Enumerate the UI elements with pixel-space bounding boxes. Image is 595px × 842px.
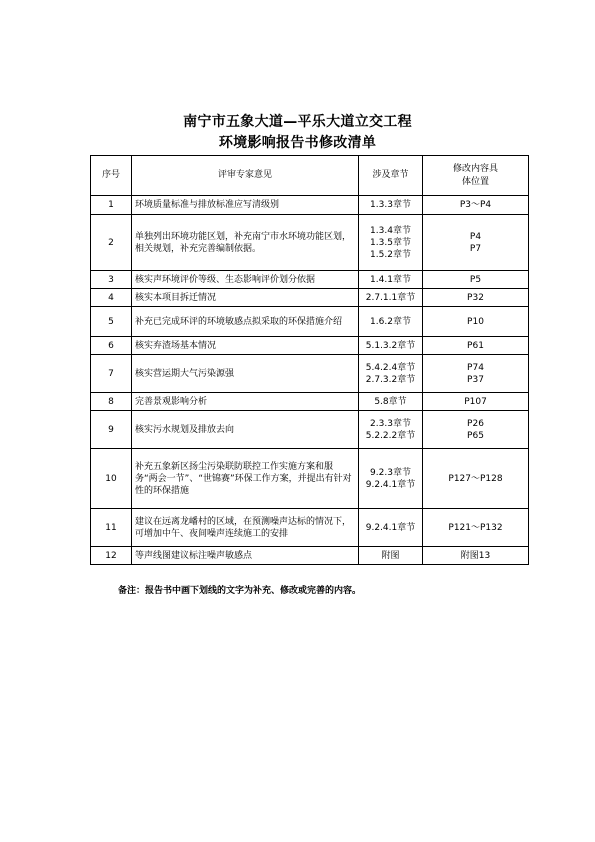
document-subtitle: 环境影响报告书修改清单 (218, 135, 377, 151)
chapter-ref: 5.8章节 (374, 396, 407, 407)
expert-opinion: 补充五象新区扬尘污染联防联控工作实施方案和服务“两会一节”、“世锦赛”环保工作方案，并提出有针对性的环保措施 (132, 449, 359, 509)
table-row (91, 411, 529, 449)
row-number: 1 (91, 196, 132, 215)
header-chapter: 涉及章节 (359, 156, 423, 196)
row-number: 2 (91, 215, 132, 271)
chapter-cell (359, 289, 423, 307)
row-number: 9 (91, 411, 132, 449)
expert-opinion: 补充已完成环评的环境敏感点拟采取的环保措施介绍 (132, 307, 359, 337)
table-row (91, 355, 529, 393)
page-ref: P74 (467, 362, 484, 373)
row-number: 3 (91, 271, 132, 289)
chapter-ref: 9.2.4.1章节 (365, 522, 416, 533)
page-ref: P32 (467, 292, 484, 303)
chapter-ref: 1.3.3章节 (370, 200, 411, 210)
header-page-line2: 体位置 (461, 176, 489, 187)
page-cell (423, 307, 529, 337)
chapter-ref: 附图 (381, 550, 400, 561)
chapter-cell (359, 337, 423, 355)
table-row (91, 196, 529, 215)
page-cell (423, 289, 529, 307)
page-ref: 附图13 (460, 550, 491, 561)
page-ref: P5 (469, 274, 482, 285)
row-number: 8 (91, 393, 132, 411)
page-cell (423, 196, 529, 215)
table-row (91, 215, 529, 271)
chapter-ref: 5.1.3.2章节 (365, 340, 416, 351)
chapter-ref: 1.6.2章节 (370, 316, 411, 327)
chapter-ref: 2.7.3.2章节 (365, 374, 416, 385)
table-row (91, 271, 529, 289)
page-cell (423, 547, 529, 565)
table-row (91, 393, 529, 411)
page-ref: P26 (467, 418, 484, 429)
document-title: 南宁市五象大道—平乐大道立交工程 (183, 114, 412, 130)
page-cell (423, 271, 529, 289)
expert-opinion: 核实弃渣场基本情况 (132, 337, 359, 355)
chapter-ref: 5.2.2.2章节 (365, 430, 416, 441)
page-cell (423, 411, 529, 449)
row-number: 5 (91, 307, 132, 337)
chapter-cell (359, 307, 423, 337)
row-number: 10 (91, 449, 132, 509)
chapter-ref: 2.7.1.1章节 (365, 292, 416, 303)
expert-opinion: 核实污水规划及排放去向 (132, 411, 359, 449)
row-number: 6 (91, 337, 132, 355)
table-row (91, 509, 529, 547)
chapter-ref: 1.5.2章节 (370, 249, 411, 260)
page-cell (423, 215, 529, 271)
chapter-ref: 1.3.4章节 (370, 225, 411, 236)
header-opinion: 评审专家意见 (132, 156, 359, 196)
chapter-ref: 9.2.3章节 (370, 467, 411, 478)
page-ref: P3～P4 (459, 200, 492, 210)
page-cell (423, 509, 529, 547)
table-row (91, 449, 529, 509)
chapter-cell (359, 271, 423, 289)
table-row (91, 337, 529, 355)
page-cell (423, 449, 529, 509)
page-ref: P61 (467, 340, 484, 351)
table-row (91, 289, 529, 307)
expert-opinion: 建议在远离龙嶓村的区域，在预测噪声达标的情况下，可增加中午、夜间噪声连续施工的安排 (132, 509, 359, 547)
expert-opinion: 等声线图建议标注噪声敏感点 (132, 547, 359, 565)
page-ref: P127～P128 (448, 473, 503, 484)
row-number: 4 (91, 289, 132, 307)
expert-opinion: 核实本项目拆迁情况 (132, 289, 359, 307)
revision-table (90, 155, 529, 565)
header-page (423, 156, 529, 196)
chapter-ref: 1.3.5章节 (370, 237, 411, 248)
footnote: 备注：报告书中画下划线的文字为补充、修改或完善的内容。 (118, 586, 362, 596)
expert-opinion: 核实声环境评价等级、生态影响评价划分依据 (132, 271, 359, 289)
expert-opinion: 环境质量标准与排放标准应写清级别 (132, 196, 359, 215)
page-ref: P37 (467, 374, 484, 385)
chapter-ref: 9.2.4.1章节 (365, 479, 416, 490)
page-ref: P10 (467, 316, 484, 327)
chapter-ref: 5.4.2.4章节 (365, 362, 416, 373)
page-ref: P107 (464, 396, 487, 407)
page-ref: P121～P132 (448, 522, 503, 533)
chapter-cell (359, 196, 423, 215)
page-cell (423, 355, 529, 393)
expert-opinion: 单独列出环境功能区划，补充南宁市水环境功能区划，相关规划，补充完善编制依据。 (132, 215, 359, 271)
chapter-ref: 2.3.3章节 (370, 418, 411, 429)
chapter-cell (359, 215, 423, 271)
expert-opinion: 完善景观影响分析 (132, 393, 359, 411)
expert-opinion: 核实营运期大气污染源强 (132, 355, 359, 393)
row-number: 7 (91, 355, 132, 393)
chapter-cell (359, 509, 423, 547)
page-cell (423, 393, 529, 411)
header-row (91, 156, 529, 196)
page-ref: P7 (469, 243, 482, 254)
header-page-line1: 修改内容具 (452, 163, 498, 174)
chapter-cell (359, 411, 423, 449)
header-num: 序号 (91, 156, 132, 196)
title-block (0, 112, 595, 154)
chapter-cell (359, 355, 423, 393)
row-number: 11 (91, 509, 132, 547)
chapter-cell (359, 449, 423, 509)
table-row (91, 307, 529, 337)
chapter-ref: 1.4.1章节 (370, 274, 411, 285)
row-number: 12 (91, 547, 132, 565)
page-ref: P65 (467, 430, 484, 441)
page-ref: P4 (469, 231, 482, 242)
table-row (91, 547, 529, 565)
chapter-cell (359, 393, 423, 411)
chapter-cell (359, 547, 423, 565)
page-cell (423, 337, 529, 355)
